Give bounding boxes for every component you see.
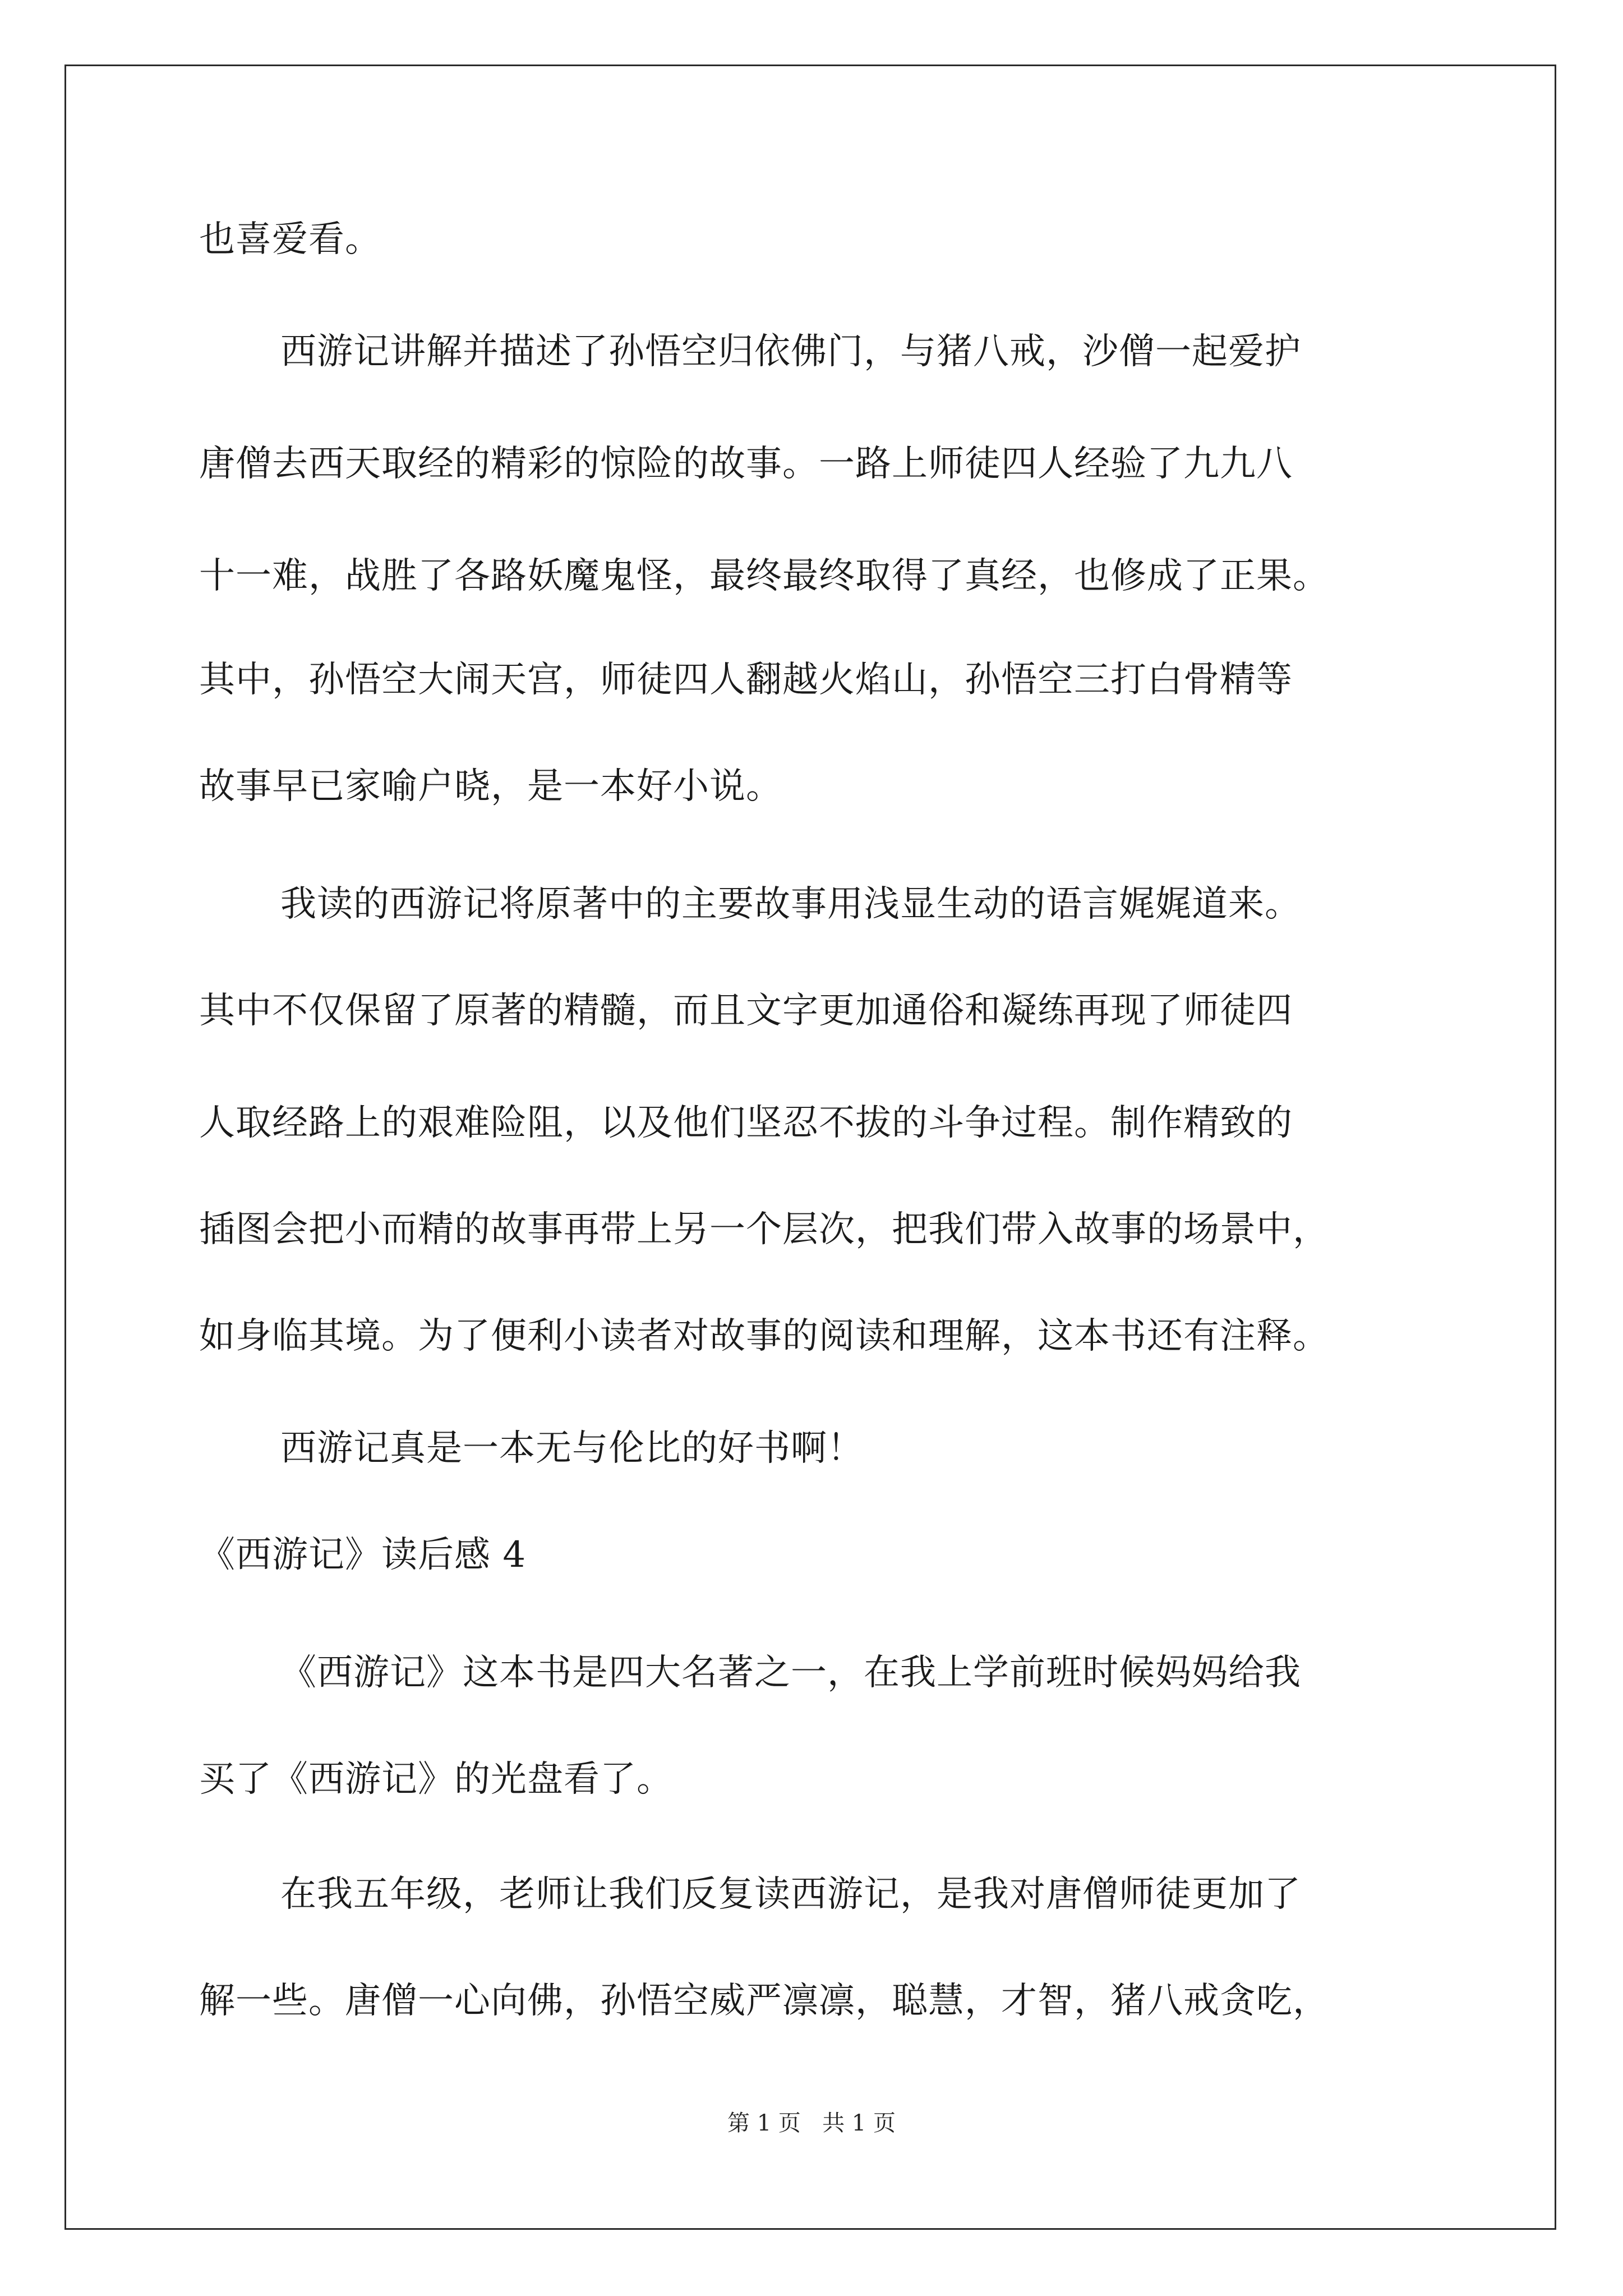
paragraph-start-line: 我读的西游记将原著中的主要故事用浅显生动的语言娓娓道来。 bbox=[280, 884, 1301, 925]
text-line: 如身临其境。为了便利小读者对故事的阅读和理解，这本书还有注释。 bbox=[199, 1315, 1329, 1357]
paragraph-start-line: 在我五年级，老师让我们反复读西游记，是我对唐僧师徒更加了 bbox=[280, 1874, 1301, 1915]
section-heading: 《西游记》读后感 4 bbox=[199, 1534, 527, 1576]
paragraph-start-line: 《西游记》这本书是四大名著之一，在我上学前班时候妈妈给我 bbox=[280, 1652, 1301, 1694]
text-line: 唐僧去西天取经的精彩的惊险的故事。一路上师徒四人经验了九九八 bbox=[199, 443, 1293, 485]
text-line: 十一难，战胜了各路妖魔鬼怪，最终最终取得了真经，也修成了正果。 bbox=[199, 555, 1329, 597]
page-footer: 第 1 页 共 1 页 bbox=[727, 2110, 896, 2136]
text-line: 插图会把小而精的故事再带上另一个层次，把我们带入故事的场景中， bbox=[199, 1209, 1329, 1250]
text-line: 其中，孙悟空大闹天宫，师徒四人翻越火焰山，孙悟空三打白骨精等 bbox=[199, 659, 1293, 701]
paragraph-start-line: 西游记真是一本无与伦比的好书啊！ bbox=[280, 1428, 864, 1469]
text-line: 故事早已家喻户晓，是一本好小说。 bbox=[199, 766, 782, 807]
paragraph-start-line: 西游记讲解并描述了孙悟空归依佛门，与猪八戒，沙僧一起爱护 bbox=[280, 331, 1301, 372]
text-line: 解一些。唐僧一心向佛，孙悟空威严凛凛，聪慧，才智，猪八戒贪吃， bbox=[199, 1980, 1329, 2022]
text-line: 也喜爱看。 bbox=[199, 219, 381, 260]
text-line: 人取经路上的艰难险阻，以及他们坚忍不拔的斗争过程。制作精致的 bbox=[199, 1102, 1293, 1144]
text-line: 买了《西游记》的光盘看了。 bbox=[199, 1759, 673, 1800]
text-line: 其中不仅保留了原著的精髓，而且文字更加通俗和凝练再现了师徒四 bbox=[199, 990, 1293, 1032]
